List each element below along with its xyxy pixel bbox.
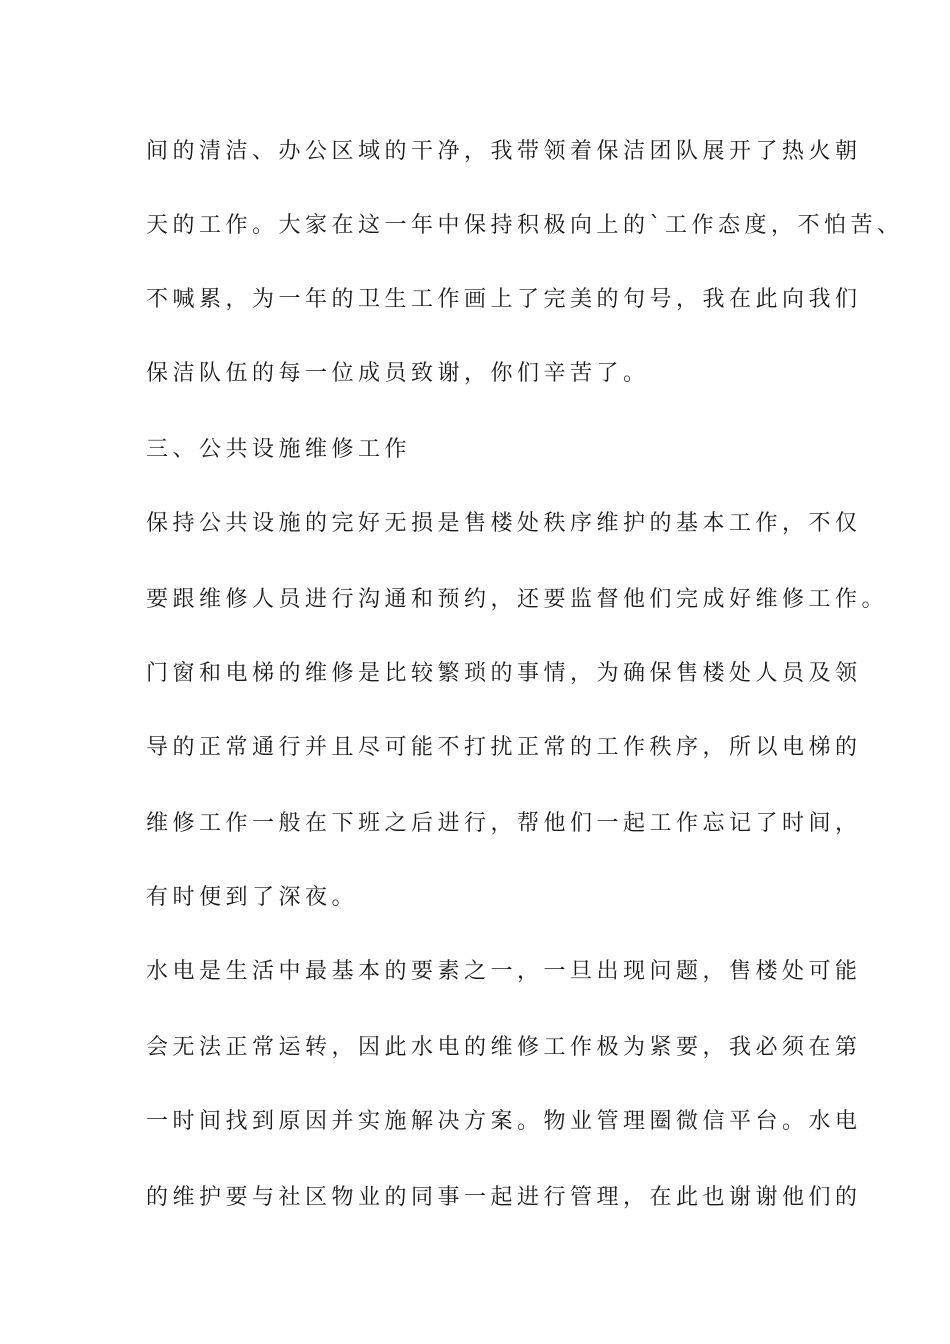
text-line: 天的工作。大家在这一年中保持积极向上的`工作态度，不怕苦、 — [146, 213, 904, 238]
text-line: 保持公共设施的完好无损是售楼处秩序维护的基本工作，不仅 — [146, 511, 862, 536]
text-line: 会无法正常运转，因此水电的维修工作极为紧要，我必须在第 — [146, 1035, 862, 1060]
text-line: 间的清洁、办公区域的干净，我带领着保洁团队展开了热火朝 — [146, 139, 862, 164]
text-line: 导的正常通行并且尽可能不打扰正常的工作秩序，所以电梯的 — [146, 735, 862, 760]
section-heading: 三、公共设施维修工作 — [146, 437, 412, 462]
text-line: 要跟维修人员进行沟通和预约，还要监督他们完成好维修工作。 — [146, 587, 889, 612]
text-line: 门窗和电梯的维修是比较繁琐的事情，为确保售楼处人员及领 — [146, 661, 862, 686]
text-line: 维修工作一般在下班之后进行，帮他们一起工作忘记了时间， — [146, 811, 862, 836]
text-line: 有时便到了深夜。 — [146, 885, 359, 910]
text-line: 一时间找到原因并实施解决方案。物业管理圈微信平台。水电 — [146, 1109, 862, 1134]
text-line: 水电是生活中最基本的要素之一，一旦出现问题，售楼处可能 — [146, 959, 862, 984]
text-line: 保洁队伍的每一位成员致谢，你们辛苦了。 — [146, 361, 650, 386]
text-line: 不喊累，为一年的卫生工作画上了完美的句号，我在此向我们 — [146, 287, 862, 312]
text-line: 的维护要与社区物业的同事一起进行管理，在此也谢谢他们的 — [146, 1185, 862, 1210]
